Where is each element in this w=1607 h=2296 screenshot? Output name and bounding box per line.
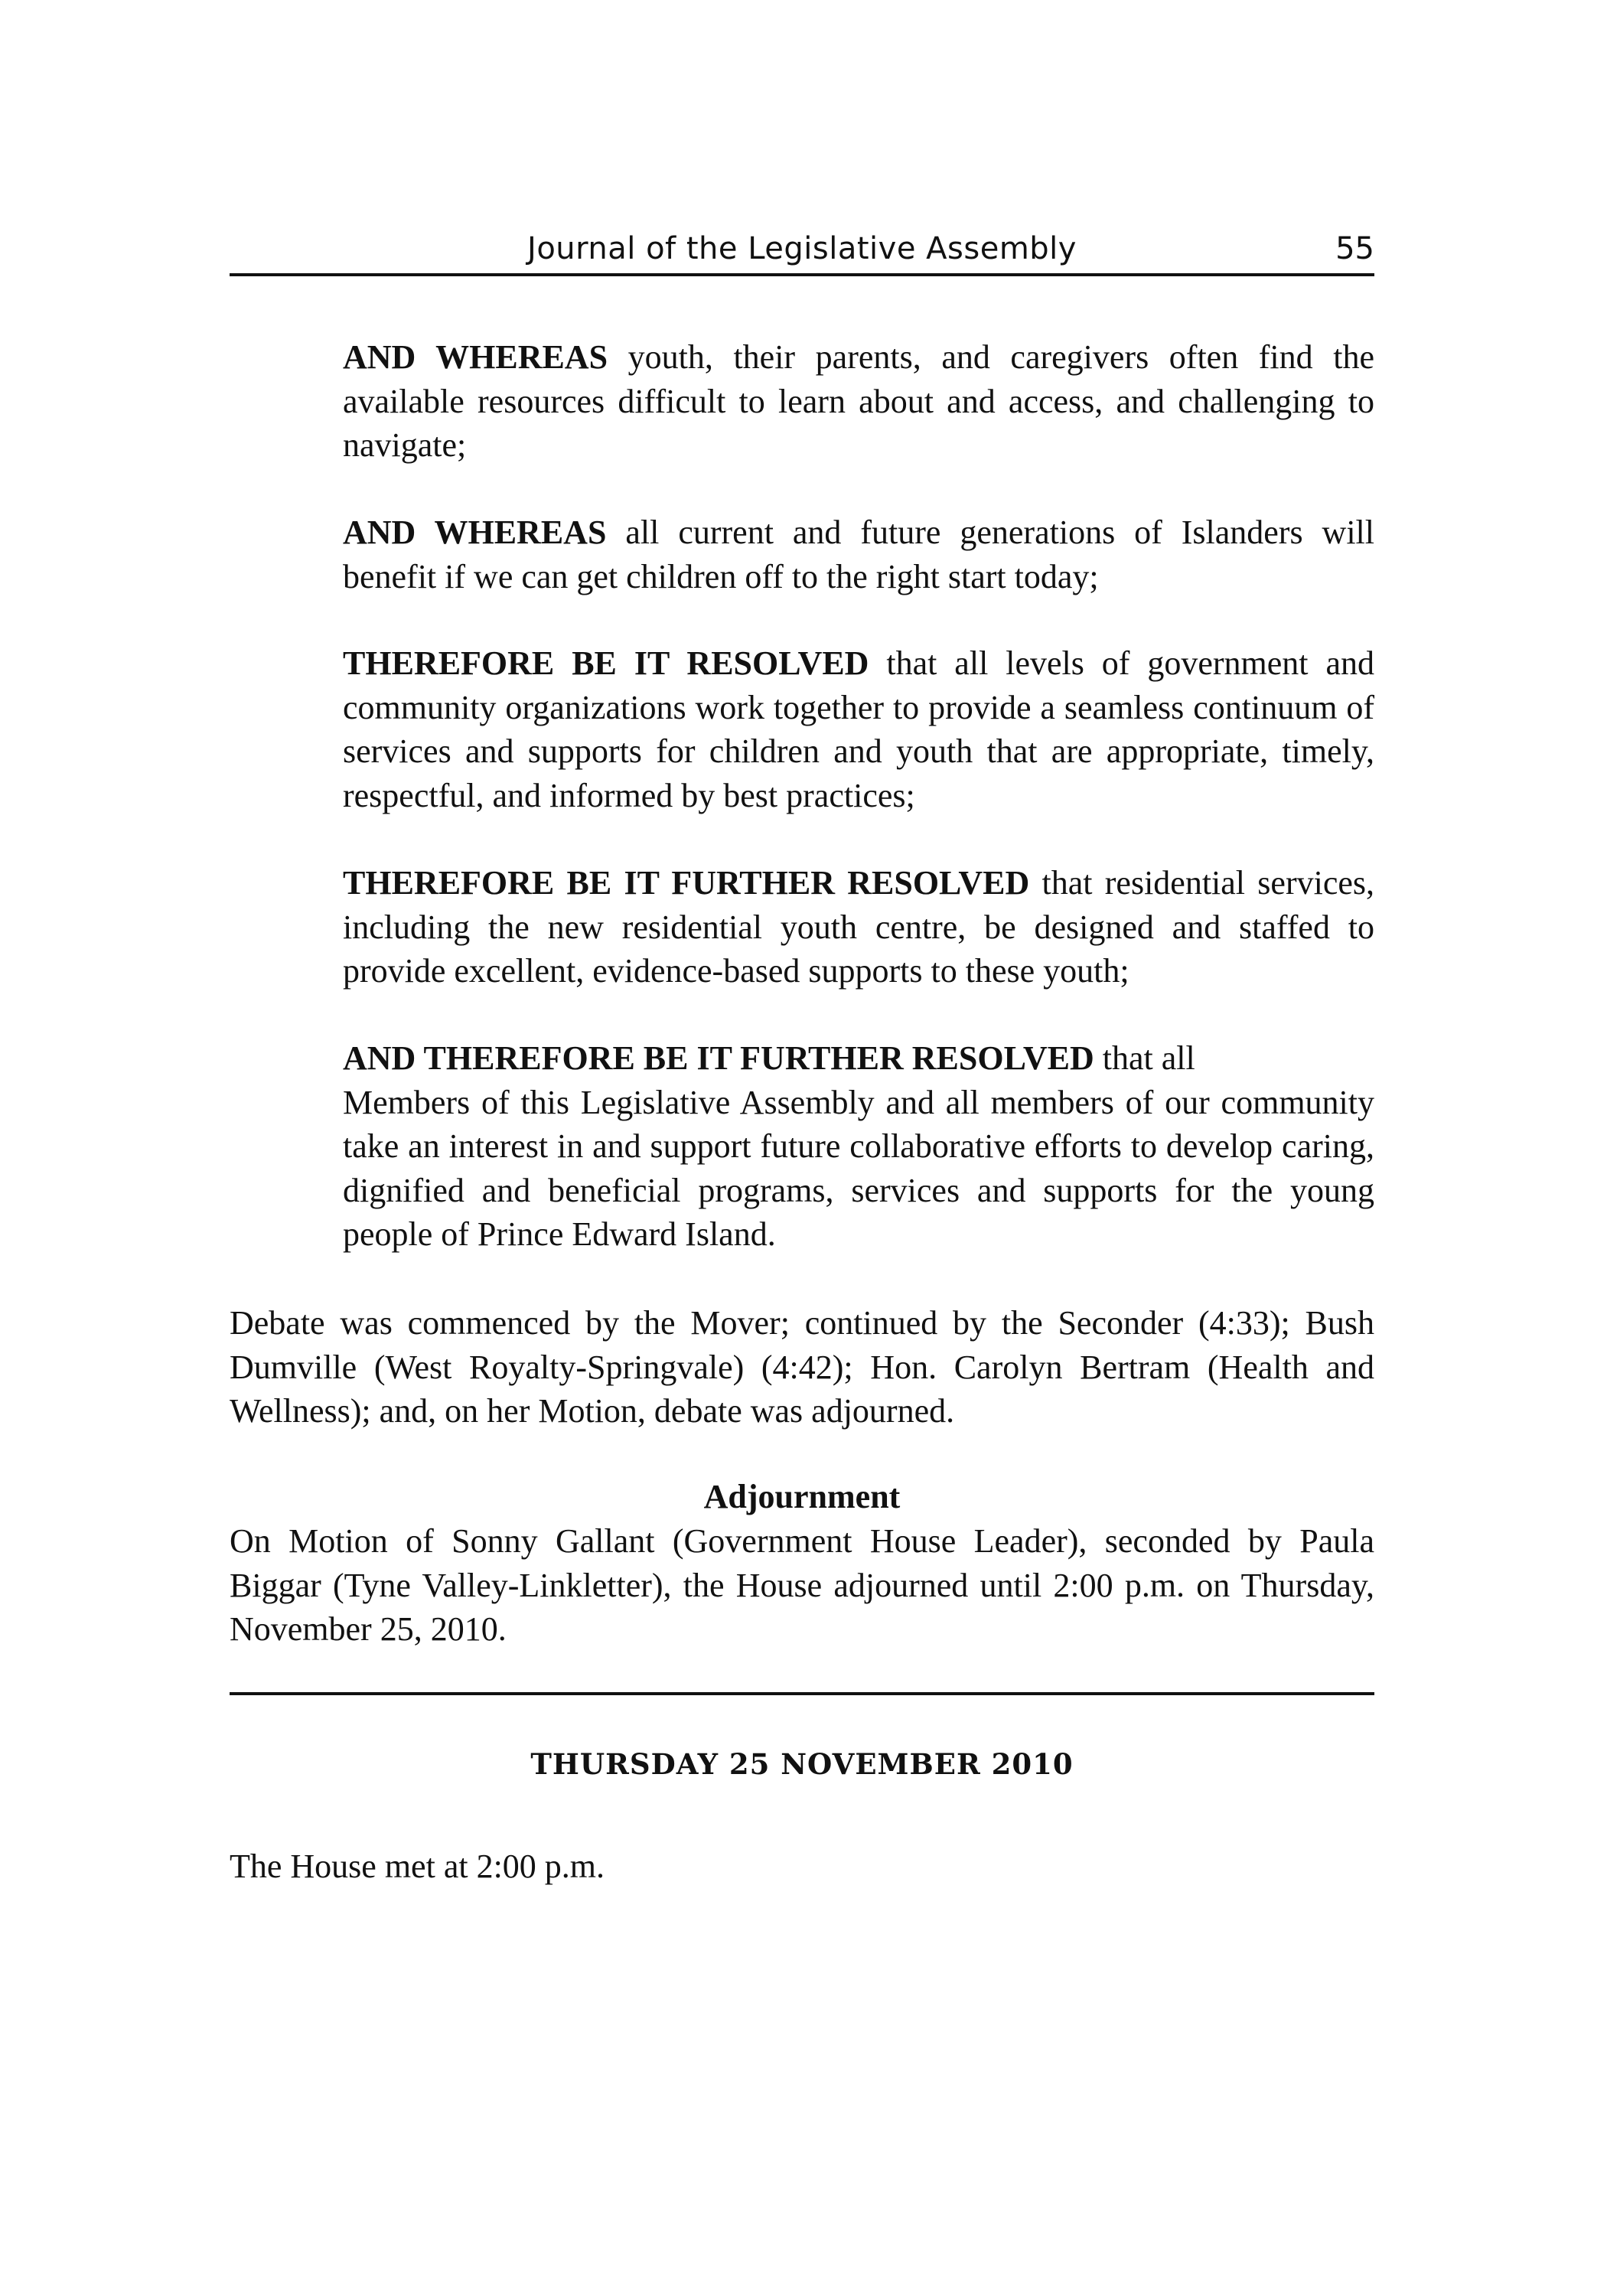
clause-lead: THEREFORE BE IT FURTHER RESOLVED xyxy=(343,864,1030,902)
house-met-paragraph: The House met at 2:00 p.m. xyxy=(230,1848,605,1885)
resolution-clause xyxy=(343,861,1374,993)
adjournment-heading: Adjournment xyxy=(703,1478,901,1515)
clause-text: all current and future generations of Islanders will benefit if we can get children off to the right start today; xyxy=(343,514,1374,595)
clause-text: that residential services, including the new residential youth centre, be designed and staffed to provide excellent, evidence-based supports to these youth; xyxy=(343,864,1375,990)
resolution-clause xyxy=(343,510,1374,598)
clause-lead: AND WHEREAS xyxy=(343,338,608,376)
clause-text: that all levels of government and community organizations work together to provide a seamless continuum of services and supports for children and youth that are appropriate, timely, respectful, and informed by best practices; xyxy=(343,644,1374,814)
header-rule xyxy=(230,273,1374,276)
resolution-clause xyxy=(343,335,1374,468)
sitting-date-heading: THURSDAY 25 NOVEMBER 2010 xyxy=(530,1747,1074,1781)
clause-lead-line xyxy=(343,1036,1374,1081)
clause-lead: AND THEREFORE BE IT FURTHER RESOLVED xyxy=(343,1039,1094,1077)
running-title: Journal of the Legislative Assembly xyxy=(527,231,1077,266)
debate-paragraph: Debate was commenced by the Mover; continued by the Seconder (4:33); Bush Dumville (West Royalty-Springvale) (4:42); Hon. Carolyn Bertram (Health and Wellness); and, on her Motion, debate was adjourned. xyxy=(230,1304,1374,1430)
clause-text: youth, their parents, and caregivers often find the available resources difficult to learn about and access, and challenging to navigate; xyxy=(343,338,1374,464)
clause-text: Members of this Legislative Assembly and all members of our community take an interest in and support future collaborative efforts to develop caring, dignified and beneficial programs, services and supports for the young people of Prince Edward Island. xyxy=(343,1083,1374,1253)
resolution-clause xyxy=(343,1036,1374,1257)
adjournment-paragraph: On Motion of Sonny Gallant (Government House Leader), seconded by Paula Biggar (Tyne Valley-Linkletter), the House adjourned until 2:00 p.m. on Thursday, November 25, 2010. xyxy=(230,1522,1374,1648)
clause-lead: AND WHEREAS xyxy=(343,514,607,551)
clause-lead: THEREFORE BE IT RESOLVED xyxy=(343,644,869,682)
resolution-clause xyxy=(343,641,1374,817)
page-number: 55 xyxy=(1335,231,1374,266)
clause-lead-tail: that all xyxy=(1094,1039,1195,1077)
section-divider xyxy=(230,1692,1374,1695)
running-header xyxy=(230,231,1374,277)
